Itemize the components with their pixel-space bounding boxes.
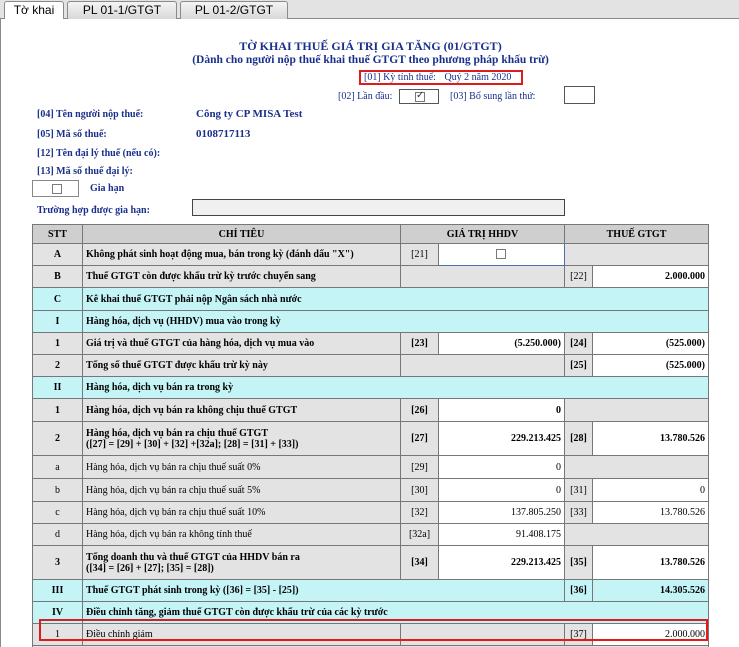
table-row: III Thuế GTGT phát sinh trong kỳ ([36] = [35] - [25]) [36] 14.305.526 <box>33 580 709 602</box>
table-header <box>33 225 709 244</box>
supplement-input[interactable] <box>564 86 595 104</box>
declaration-table <box>32 224 709 647</box>
first-time-checkbox[interactable] <box>415 92 425 102</box>
value-34[interactable]: 229.213.425 <box>439 546 565 580</box>
table-row: A Không phát sinh hoạt động mua, bán trong kỳ (đánh dấu "X") [21] <box>33 244 709 266</box>
value-31[interactable]: 0 <box>593 479 709 502</box>
agent-tax-code-label: [13] Mã số thuế đại lý: <box>37 166 133 177</box>
table-row: B Thuế GTGT còn được khấu trừ kỳ trước chuyển sang [22] 2.000.000 <box>33 266 709 288</box>
extension-case-label: Trường hợp được gia hạn: <box>37 205 150 216</box>
first-time-label: [02] Lần đầu: <box>338 91 393 102</box>
value-27[interactable]: 229.213.425 <box>439 422 565 456</box>
value-26[interactable]: 0 <box>439 399 565 422</box>
form-title: TỜ KHAI THUẾ GIÁ TRỊ GIA TĂNG (01/GTGT) <box>239 39 502 53</box>
extension-checkbox[interactable] <box>52 184 62 194</box>
value-30[interactable]: 0 <box>439 479 565 502</box>
table-row: 1 Điều chỉnh giảm [37] 2.000.000 <box>33 624 709 646</box>
taxpayer-name-value: Công ty CP MISA Test <box>196 108 303 120</box>
extension-field <box>32 180 79 197</box>
first-time-field <box>399 89 439 104</box>
header-gia-tri: GIÁ TRỊ HHDV <box>401 225 565 244</box>
table-row: 1 Giá trị và thuế GTGT của hàng hóa, dịch vụ mua vào [23] (5.250.000) [24] (525.000) <box>33 333 709 355</box>
table-row: a Hàng hóa, dịch vụ bán ra chịu thuế suất 0% [29] 0 <box>33 456 709 479</box>
table-row: IV Điều chỉnh tăng, giảm thuế GTGT còn được khấu trừ của các kỳ trước <box>33 602 709 624</box>
tax-period-label: [01] Kỳ tính thuế: <box>364 72 436 83</box>
tab-pl-01-1[interactable]: PL 01-1/GTGT <box>67 1 177 19</box>
tax-code-label: [05] Mã số thuế: <box>37 129 107 140</box>
table-row: b Hàng hóa, dịch vụ bán ra chịu thuế suất 5% [30] 0 [31] 0 <box>33 479 709 502</box>
value-37[interactable]: 2.000.000 <box>593 624 709 646</box>
no-activity-checkbox[interactable] <box>496 249 506 259</box>
tab-to-khai[interactable]: Tờ khai <box>4 1 64 20</box>
tax-code-value: 0108717113 <box>196 128 251 140</box>
value-36: 14.305.526 <box>593 580 709 602</box>
taxpayer-name-label: [04] Tên người nộp thuế: <box>37 109 144 120</box>
form-subtitle: (Dành cho người nộp thuế khai thuế GTGT theo phương pháp khấu trừ) <box>192 54 549 66</box>
no-activity-cell <box>439 244 565 266</box>
value-32a[interactable]: 91.408.175 <box>439 524 565 546</box>
extension-case-input[interactable] <box>192 199 565 216</box>
table-row: 2 Hàng hóa, dịch vụ bán ra chịu thuế GTGT ([27] = [29] + [30] + [32] +[32a]; [28] = [31] + [33]) [27] 229.213.425 [28] 13.780.526 <box>33 422 709 456</box>
header-stt: STT <box>33 225 83 244</box>
value-25[interactable]: (525.000) <box>593 355 709 377</box>
table-row: 1 Hàng hóa, dịch vụ bán ra không chịu thuế GTGT [26] 0 <box>33 399 709 422</box>
table-row: I Hàng hóa, dịch vụ (HHDV) mua vào trong kỳ <box>33 311 709 333</box>
table-row: C Kê khai thuế GTGT phải nộp Ngân sách nhà nước <box>33 288 709 311</box>
tab-pl-01-2[interactable]: PL 01-2/GTGT <box>180 1 288 19</box>
value-35[interactable]: 13.780.526 <box>593 546 709 580</box>
supplement-label: [03] Bổ sung lần thứ: <box>450 91 536 102</box>
table-row: II Hàng hóa, dịch vụ bán ra trong kỳ <box>33 377 709 399</box>
table-row: 3 Tổng doanh thu và thuế GTGT của HHDV bán ra ([34] = [26] + [27]; [35] = [28]) [34] 229.213.425 [35] 13.780.526 <box>33 546 709 580</box>
highlight-box <box>39 619 708 641</box>
value-29[interactable]: 0 <box>439 456 565 479</box>
extension-label: Gia hạn <box>90 183 125 194</box>
value-22[interactable]: 2.000.000 <box>593 266 709 288</box>
tab-bar <box>0 0 739 19</box>
table-row: 2 Tổng số thuế GTGT được khấu trừ kỳ này [25] (525.000) <box>33 355 709 377</box>
tax-period-value: Quý 2 năm 2020 <box>444 72 512 83</box>
value-24[interactable]: (525.000) <box>593 333 709 355</box>
header-thue: THUẾ GTGT <box>565 225 709 244</box>
value-23[interactable]: (5.250.000) <box>439 333 565 355</box>
form-content <box>0 19 739 647</box>
value-28[interactable]: 13.780.526 <box>593 422 709 456</box>
table-row: c Hàng hóa, dịch vụ bán ra chịu thuế suất 10% [32] 137.805.250 [33] 13.780.526 <box>33 502 709 524</box>
value-32[interactable]: 137.805.250 <box>439 502 565 524</box>
table-row: d Hàng hóa, dịch vụ bán ra không tính thuế [32a] 91.408.175 <box>33 524 709 546</box>
header-chi-tieu: CHỈ TIÊU <box>83 225 401 244</box>
agent-name-label: [12] Tên đại lý thuế (nếu có): <box>37 148 161 159</box>
tax-period <box>359 70 523 85</box>
value-33[interactable]: 13.780.526 <box>593 502 709 524</box>
